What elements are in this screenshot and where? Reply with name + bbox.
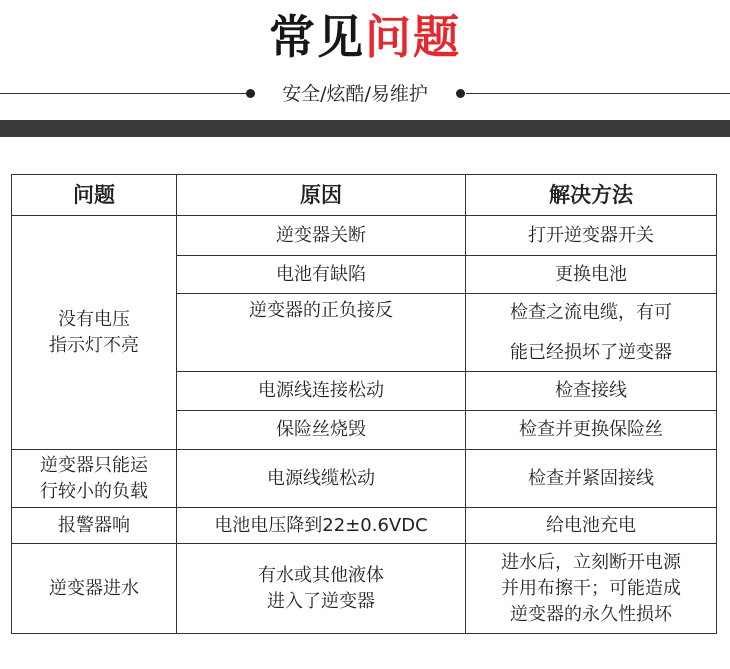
table-header-row [12,175,717,216]
divider-left [0,93,248,94]
solution-line: 逆变器的永久性损坏 [510,603,672,625]
solution-line: 进水后，立刻断开电源 [501,551,681,573]
table-row [12,216,717,256]
cause-cell: 电源线连接松动 [177,372,466,411]
line-gap [466,326,716,340]
page-title [0,6,730,68]
solution-cell: 更换电池 [466,256,717,294]
solution-line: 并用布擦干；可能造成 [501,577,681,599]
cause-cell: 电池有缺陷 [177,256,466,294]
title-part-black: 常见 [269,10,365,64]
header-problem: 问题 [12,175,177,216]
bullet-dot-right [456,89,465,98]
header-band [0,120,730,137]
divider-right [466,93,730,94]
cause-cell: 保险丝烧毁 [177,411,466,450]
cause-cell: 电池电压降到22±0.6VDC [177,508,466,544]
solution-line: 能已经损坏了逆变器 [510,341,672,363]
faq-table [11,174,717,634]
problem-line: 逆变器只能运 [40,454,148,476]
cause-cell [177,544,466,634]
problem-line: 行较小的负载 [40,480,148,502]
cause-cell: 逆变器的正负接反 [177,294,466,372]
solution-cell [466,294,717,372]
header-cause: 原因 [177,175,466,216]
problem-line: 指示灯不亮 [49,334,139,356]
header-solution: 解决方法 [466,175,717,216]
title-part-red: 问题 [365,10,461,64]
cause-line: 有水或其他液体 [258,564,384,586]
solution-cell: 检查接线 [466,372,717,411]
cause-line: 进入了逆变器 [267,590,375,612]
solution-cell: 检查并紧固接线 [466,450,717,508]
cause-cell: 电源线缆松动 [177,450,466,508]
problem-cell: 逆变器进水 [12,544,177,634]
problem-cell [12,216,177,450]
subtitle: 安全/炫酷/易维护 [282,83,428,105]
solution-line: 检查之流电缆，有可 [510,301,672,323]
bullet-dot-left [246,89,255,98]
solution-cell: 打开逆变器开关 [466,216,717,256]
table-row [12,544,717,634]
problem-line: 没有电压 [58,308,130,330]
table-row [12,450,717,508]
problem-cell [12,450,177,508]
table-row [12,508,717,544]
cause-cell: 逆变器关断 [177,216,466,256]
solution-cell: 给电池充电 [466,508,717,544]
problem-cell: 报警器响 [12,508,177,544]
solution-cell: 检查并更换保险丝 [466,411,717,450]
subtitle-row [0,80,730,108]
solution-cell [466,544,717,634]
